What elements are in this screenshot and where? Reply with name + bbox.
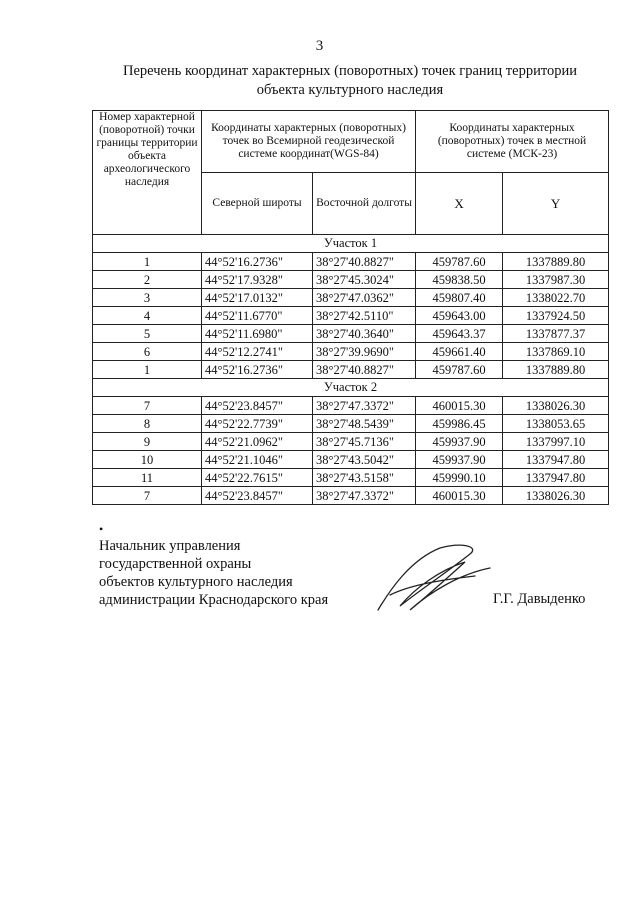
point-number-cell: 4: [93, 307, 202, 325]
longitude-cell: 38°27'39.9690": [313, 343, 416, 361]
x-coordinate-cell: 459990.10: [416, 469, 503, 487]
point-number-cell: 1: [93, 253, 202, 271]
y-coordinate-cell: 1338053.65: [503, 415, 609, 433]
y-coordinate-cell: 1337889.80: [503, 253, 609, 271]
latitude-cell: 44°52'22.7739": [202, 415, 313, 433]
point-number-cell: 6: [93, 343, 202, 361]
signatory-name: Г.Г. Давыденко: [493, 591, 586, 607]
table-body: [93, 235, 609, 505]
section-row: [93, 235, 609, 253]
y-coordinate-cell: 1337947.80: [503, 451, 609, 469]
header-wgs84: Координаты характерных (поворотных) точек во Всемирной геодезической системе координат(WGS-84): [202, 111, 416, 173]
handwritten-signature: [370, 540, 500, 615]
table-row: [93, 325, 609, 343]
point-number-cell: 7: [93, 487, 202, 505]
section-row: [93, 379, 609, 397]
x-coordinate-cell: 459937.90: [416, 451, 503, 469]
table-row: [93, 433, 609, 451]
y-coordinate-cell: 1337869.10: [503, 343, 609, 361]
point-number-cell: 7: [93, 397, 202, 415]
table-row: [93, 271, 609, 289]
x-coordinate-cell: 459986.45: [416, 415, 503, 433]
table-row: [93, 397, 609, 415]
title-line-1: Перечень координат характерных (поворотных) точек границ территории: [122, 63, 578, 79]
table-row: [93, 469, 609, 487]
signatory-position: [99, 537, 328, 609]
point-number-cell: 2: [93, 271, 202, 289]
table-row: [93, 361, 609, 379]
longitude-cell: 38°27'40.3640": [313, 325, 416, 343]
header-east-longitude: Восточной долготы: [313, 173, 416, 235]
point-number-cell: 5: [93, 325, 202, 343]
x-coordinate-cell: 460015.30: [416, 397, 503, 415]
position-line-4: администрации Краснодарского края: [99, 592, 329, 608]
y-coordinate-cell: 1337924.50: [503, 307, 609, 325]
position-line-2: государственной охраны: [99, 556, 252, 572]
x-coordinate-cell: 459838.50: [416, 271, 503, 289]
longitude-cell: 38°27'43.5158": [313, 469, 416, 487]
table-row: [93, 451, 609, 469]
x-coordinate-cell: 460015.30: [416, 487, 503, 505]
table-row: [93, 487, 609, 505]
longitude-cell: 38°27'40.8827": [313, 361, 416, 379]
section-label: Участок 1: [93, 235, 609, 253]
y-coordinate-cell: 1338022.70: [503, 289, 609, 307]
longitude-cell: 38°27'42.5110": [313, 307, 416, 325]
latitude-cell: 44°52'21.0962": [202, 433, 313, 451]
longitude-cell: 38°27'47.3372": [313, 397, 416, 415]
table-row: [93, 289, 609, 307]
y-coordinate-cell: 1337987.30: [503, 271, 609, 289]
table-row: [93, 343, 609, 361]
x-coordinate-cell: 459787.60: [416, 361, 503, 379]
y-coordinate-cell: 1338026.30: [503, 487, 609, 505]
section-label: Участок 2: [93, 379, 609, 397]
header-msk23: Координаты характерных (поворотных) точек в местной системе (МСК-23): [416, 111, 609, 173]
latitude-cell: 44°52'17.9328": [202, 271, 313, 289]
bullet-dot: •: [99, 522, 104, 536]
x-coordinate-cell: 459643.00: [416, 307, 503, 325]
point-number-cell: 9: [93, 433, 202, 451]
latitude-cell: 44°52'23.8457": [202, 487, 313, 505]
point-number-cell: 8: [93, 415, 202, 433]
document-title: [60, 62, 639, 100]
longitude-cell: 38°27'47.3372": [313, 487, 416, 505]
latitude-cell: 44°52'16.2736": [202, 253, 313, 271]
header-point-number: Номер характерной (поворотной) точки границы территории объекта археологического наследия: [93, 111, 202, 235]
header-x: X: [416, 173, 503, 235]
title-line-2: объекта культурного наследия: [256, 82, 444, 98]
coordinates-table: [92, 110, 609, 505]
latitude-cell: 44°52'21.1046": [202, 451, 313, 469]
table-row: [93, 307, 609, 325]
point-number-cell: 3: [93, 289, 202, 307]
longitude-cell: 38°27'43.5042": [313, 451, 416, 469]
position-line-3: объектов культурного наследия: [99, 574, 293, 590]
page-number: 3: [315, 38, 324, 54]
latitude-cell: 44°52'11.6770": [202, 307, 313, 325]
table-row: [93, 253, 609, 271]
longitude-cell: 38°27'45.7136": [313, 433, 416, 451]
y-coordinate-cell: 1338026.30: [503, 397, 609, 415]
header-y: Y: [503, 173, 609, 235]
position-line-1: Начальник управления: [99, 538, 241, 554]
y-coordinate-cell: 1337889.80: [503, 361, 609, 379]
table-row: [93, 415, 609, 433]
point-number-cell: 11: [93, 469, 202, 487]
x-coordinate-cell: 459807.40: [416, 289, 503, 307]
latitude-cell: 44°52'11.6980": [202, 325, 313, 343]
latitude-cell: 44°52'16.2736": [202, 361, 313, 379]
y-coordinate-cell: 1337947.80: [503, 469, 609, 487]
y-coordinate-cell: 1337997.10: [503, 433, 609, 451]
point-number-cell: 10: [93, 451, 202, 469]
x-coordinate-cell: 459661.40: [416, 343, 503, 361]
x-coordinate-cell: 459643.37: [416, 325, 503, 343]
longitude-cell: 38°27'45.3024": [313, 271, 416, 289]
latitude-cell: 44°52'22.7615": [202, 469, 313, 487]
latitude-cell: 44°52'17.0132": [202, 289, 313, 307]
x-coordinate-cell: 459787.60: [416, 253, 503, 271]
latitude-cell: 44°52'12.2741": [202, 343, 313, 361]
point-number-cell: 1: [93, 361, 202, 379]
longitude-cell: 38°27'48.5439": [313, 415, 416, 433]
header-north-latitude: Северной широты: [202, 173, 313, 235]
longitude-cell: 38°27'40.8827": [313, 253, 416, 271]
longitude-cell: 38°27'47.0362": [313, 289, 416, 307]
x-coordinate-cell: 459937.90: [416, 433, 503, 451]
y-coordinate-cell: 1337877.37: [503, 325, 609, 343]
latitude-cell: 44°52'23.8457": [202, 397, 313, 415]
